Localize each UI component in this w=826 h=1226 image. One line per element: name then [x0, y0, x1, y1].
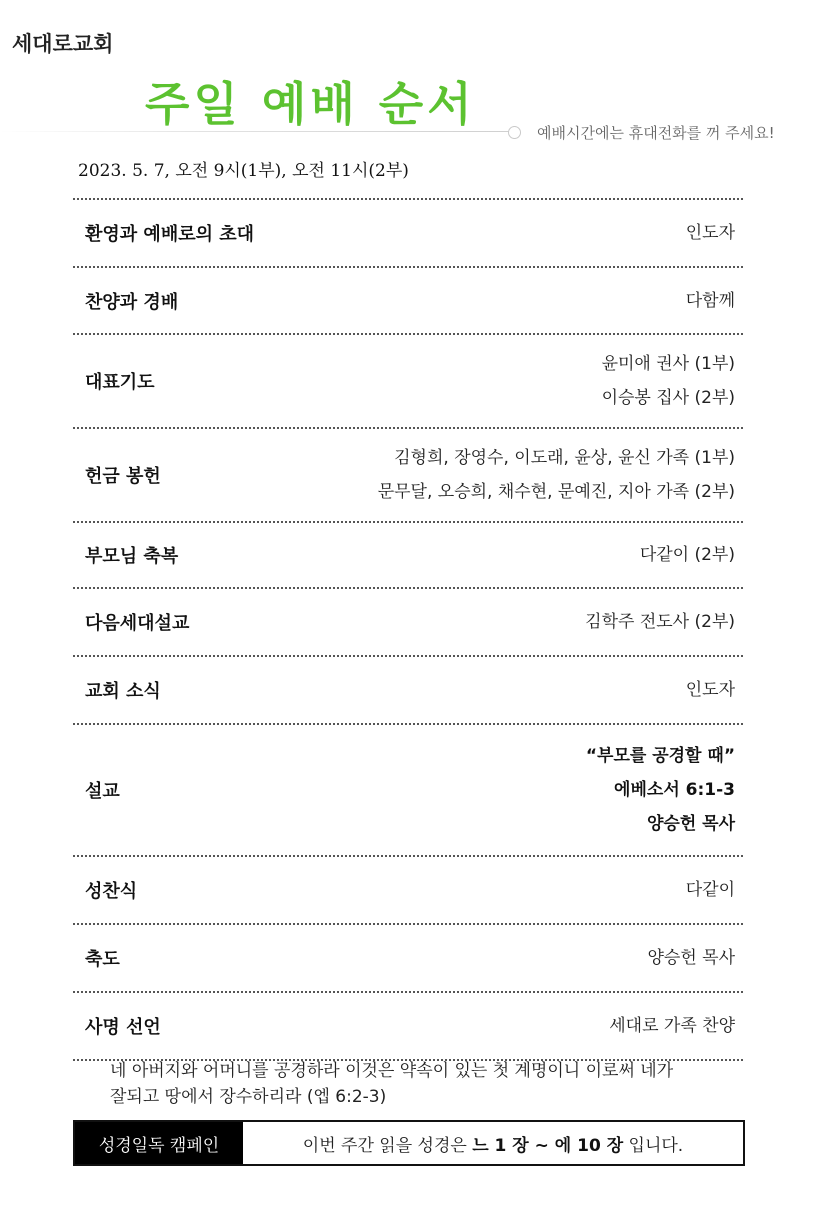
- page-title: 주일 예배 순서: [145, 77, 476, 131]
- service-date: 2023. 5. 7, 오전 9시(1부), 오전 11시(2부): [78, 161, 409, 181]
- order-item-label: 설교: [85, 781, 120, 802]
- order-item-leader: 윤미애 권사 (1부) 이승봉 집사 (2부): [601, 354, 735, 408]
- order-row-benediction: [73, 925, 743, 991]
- campaign-label: 성경일독 캠페인: [75, 1122, 243, 1164]
- order-item-label: 성찬식: [85, 881, 138, 902]
- order-row-sermon: [73, 725, 743, 855]
- circle-bullet-icon: [508, 126, 521, 139]
- campaign-text: 이번 주간 읽을 성경은 느 1 장 ~ 에 10 장 입니다.: [243, 1122, 743, 1164]
- order-item-label: 환영과 예배로의 초대: [85, 224, 255, 245]
- order-item-leader: 다함께: [685, 290, 735, 311]
- order-item-leader: 양승헌 목사: [647, 948, 735, 968]
- order-item-label: 축도: [85, 949, 120, 970]
- order-row-offering: [73, 429, 743, 521]
- sermon-preacher: 양승헌 목사: [646, 814, 735, 834]
- order-item-leader: 다같이 (2부): [639, 545, 735, 565]
- scripture-verse: 네 아버지와 어머니를 공경하라 이것은 약속이 있는 첫 계명이니 이로써 네가 잘되고 땅에서 장수하리라 (엡 6:2-3): [110, 1061, 674, 1107]
- order-item-label: 찬양과 경배: [85, 291, 179, 313]
- phone-notice-text: 예배시간에는 휴대전화를 꺼 주세요!: [537, 124, 775, 142]
- worship-order-list: [73, 198, 743, 1061]
- order-item-label: 부모님 축복: [85, 546, 179, 567]
- order-row-mission-statement: [73, 993, 743, 1059]
- order-row-prayer: [73, 335, 743, 427]
- header-divider: [0, 131, 510, 132]
- order-item-label: 헌금 봉헌: [85, 466, 161, 487]
- order-item-leader: 인도자: [685, 680, 735, 700]
- order-item-leader: 김형희, 장영수, 이도래, 윤상, 윤신 가족 (1부) 문무달, 오승희, 채수현, 문예진, 지아 가족 (2부): [377, 448, 735, 502]
- order-item-label: 교회 소식: [85, 681, 161, 702]
- sermon-scripture: 에베소서 6:1-3: [614, 780, 735, 800]
- phone-notice: [508, 122, 775, 143]
- order-item-label: 대표기도: [85, 372, 155, 393]
- order-item-leader: 다같이: [685, 880, 735, 900]
- order-item-leader: 세대로 가족 찬양: [609, 1016, 735, 1036]
- campaign-reading-range: 느 1 장 ~ 에 10 장: [472, 1135, 624, 1156]
- order-item-leader: 인도자: [685, 223, 735, 243]
- order-item-leader: 김학주 전도사 (2부): [585, 612, 735, 632]
- order-row-welcome: [73, 200, 743, 266]
- order-row-next-gen-sermon: [73, 589, 743, 655]
- sermon-title: “부모를 공경할 때”: [585, 746, 735, 766]
- sermon-details: [586, 739, 735, 841]
- bible-reading-campaign: [73, 1120, 745, 1166]
- order-row-church-news: [73, 657, 743, 723]
- order-row-communion: [73, 857, 743, 923]
- order-row-parent-blessing: [73, 523, 743, 587]
- order-item-label: 다음세대설교: [85, 613, 190, 634]
- church-name: 세대로교회: [12, 32, 114, 56]
- order-row-praise: [73, 268, 743, 333]
- order-item-label: 사명 선언: [85, 1017, 161, 1038]
